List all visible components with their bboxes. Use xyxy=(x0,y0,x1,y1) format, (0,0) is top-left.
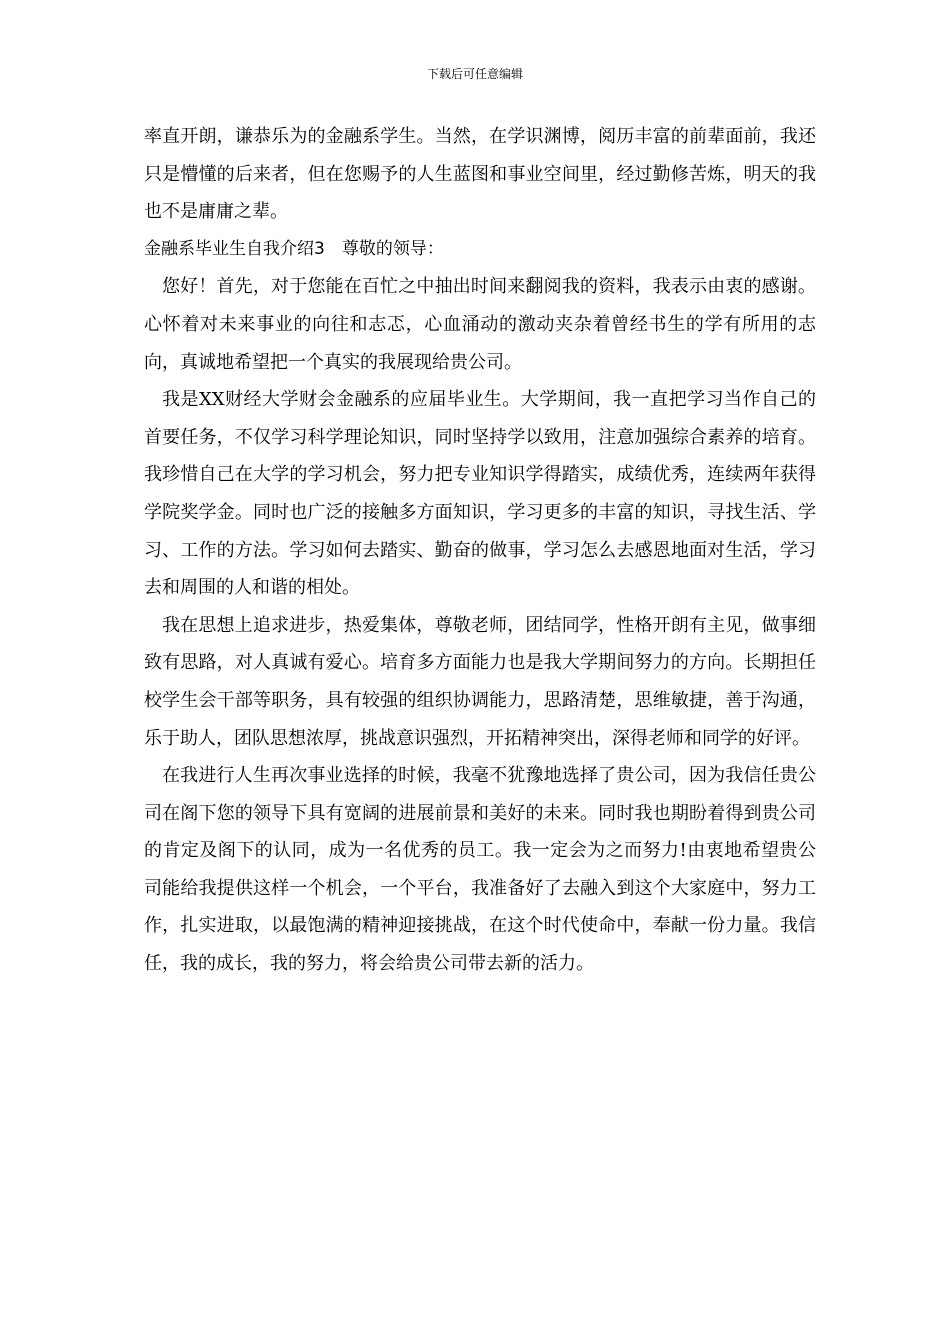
paragraph-closing: 在我进行人生再次事业选择的时候，我毫不犹豫地选择了贵公司，因为我信任贵公司在阁下您的领导下具有宽阔的进展前景和美好的未来。同时我也期盼着得到贵公司的肯定及阁下的认同，成为一名优秀的员工。我一定会为之而努力!由衷地希望贵公司能给我提供这样一个机会，一个平台，我准备好了去融入到这个大家庭中，努力工作，扎实进取，以最饱满的精神迎接挑战，在这个时代使命中，奉献一份力量。我信任，我的成长，我的努力，将会给贵公司带去新的活力。 xyxy=(144,765,816,975)
paragraph-education: 我是XX财经大学财会金融系的应届毕业生。大学期间，我一直把学习当作自己的首要任务，不仅学习科学理论知识，同时坚持学以致用，注意加强综合素养的培育。我珍惜自己在大学的学习机会，努力把专业知识学得踏实，成绩优秀，连续两年获得学院奖学金。同时也广泛的接触多方面知识，学习更多的丰富的知识，寻找生活、学习、工作的方法。学习如何去踏实、勤奋的做事，学习怎么去感恩地面对生活，学习去和周围的人和谐的相处。 xyxy=(144,389,816,599)
page-header: 下载后可任意编辑 xyxy=(426,67,523,81)
section-heading: 金融系毕业生自我介绍3 尊敬的领导： xyxy=(144,238,444,259)
paragraph-greeting: 您好！首先，对于您能在百忙之中抽出时间来翻阅我的资料，我表示由衷的感谢。心怀着对未来事业的向往和志忑，心血涌动的激动夹杂着曾经书生的学有所用的志向，真诚地希望把一个真实的我展现给贵公司。 xyxy=(144,276,816,373)
paragraph-continuation: 率直开朗，谦恭乐为的金融系学生。当然，在学识渊博，阅历丰富的前辈面前，我还只是懵懂的后来者，但在您赐予的人生蓝图和事业空间里，经过勤修苦炼，明天的我也不是庸庸之辈。 xyxy=(144,126,816,223)
document-body xyxy=(144,118,816,983)
paragraph-character: 我在思想上追求进步，热爱集体，尊敬老师，团结同学，性格开朗有主见，做事细致有思路，对人真诚有爱心。培育多方面能力也是我大学期间努力的方向。长期担任校学生会干部等职务，具有较强的组织协调能力，思路清楚，思维敏捷，善于沟通，乐于助人，团队思想浓厚，挑战意识强烈，开拓精神突出，深得老师和同学的好评。 xyxy=(144,614,816,749)
